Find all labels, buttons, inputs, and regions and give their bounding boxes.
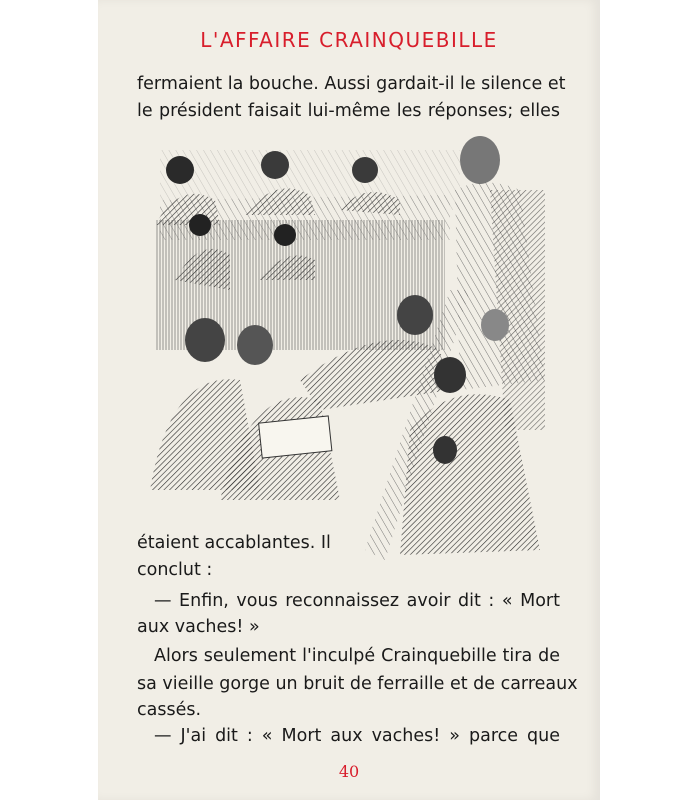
text-line-6: aux vaches! » xyxy=(137,617,260,637)
text-line-5: — Enfin, vous reconnaissez avoir dit : « Mort xyxy=(154,591,560,611)
text-line-9: cassés. xyxy=(137,700,202,720)
text-line-8: sa vieille gorge un bruit de ferraille et de carreaux xyxy=(137,674,578,694)
text-line-4: conclut : xyxy=(137,560,213,580)
text-line-2: le président faisait lui-même les réponses; elles xyxy=(137,101,560,121)
text-line-7: Alors seulement l'inculpé Crainquebille tira de xyxy=(154,646,560,666)
text-line-1: fermaient la bouche. Aussi gardait-il le silence et xyxy=(137,74,566,94)
page-number: 40 xyxy=(338,762,360,781)
running-head: L'AFFAIRE CRAINQUEBILLE xyxy=(200,28,498,52)
text-line-3: étaient accablantes. Il xyxy=(137,533,331,553)
courtroom-engraving-illustration xyxy=(150,130,550,560)
text-line-10: — J'ai dit : « Mort aux vaches! » parce que xyxy=(154,726,560,746)
